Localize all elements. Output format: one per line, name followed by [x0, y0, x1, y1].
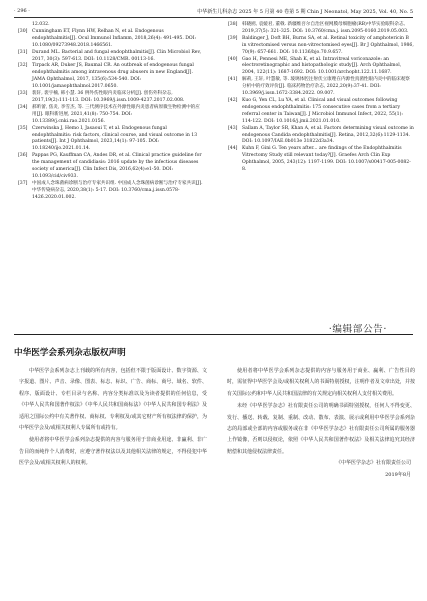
reference-text: 中国成人念珠菌病诊断与治疗专家共识组. 中国成人念珠菌病诊断与治疗专家共识[J]. 中华传染病杂志, 2020,38(1): 5-17. DOI: 10.3760/cma.j.issn.0578-1426.2020.01.002.: [32, 180, 203, 200]
signature-date: 2019年8月: [385, 471, 411, 478]
reference-text: 郝昕蕾, 焦炎, 李雪杰, 等. 三代测序技术在外源性眼内炎患者病原微生物检测中的应用[J]. 眼科新进展, 2021,41(8): 750-754. DOI: 10.13389/j.cnki.rao.2021.0156.: [32, 104, 200, 124]
reference-text: Kuo G, Yen CL, Lu YA, et al. Clinical and visual outcomes following endogenous endophthalmitis: 175 consecutive cases from a tertiary referral center in Taiwan[J]. J Microbiol Immunol Infect, 2022, 55(1): 114-122. DOI: 10.1016/j.jmii.2021.01.010.: [242, 97, 403, 124]
reference-entry: [18, 91, 204, 105]
reference-text: Czerwinska J, Hemo I, Jasaoui T, et al. Endogenous fungal endophthalmitis: risk factors, clinical course, and visual outcome in 13 patients[J]. Int J Ophthalmol, 2023,14(1): 97-105. DOI: 10.18240/ijo.2021.01.14.: [32, 125, 198, 152]
reference-entry: [228, 22, 414, 36]
reference-number: [42]: [228, 97, 238, 103]
page-number: · 296 ·: [14, 8, 30, 14]
reference-entry: [228, 36, 414, 57]
reference-text: 韩晓鸥, 袁媛君, 董戟. 新疆维吾尔自治区视网膜母细胞瘤(RB)中华实验眼科杂志, 2019,37(5): 321-325. DOI: 10.3760/cma.j. issn.2095-0160.2019.05.003.: [242, 22, 409, 34]
reference-text: 裴轩, 裴宇楠, 韩小慧. 36 例外伤性眼内炎临床分析[J]. 创伤外科杂志, 2017,19(2):111-113. DOI: 10.3969/j.issn.1009-4237.2017.02.008.: [32, 91, 185, 103]
signature-publisher: 《中华医学杂志》社有限责任公司: [335, 460, 411, 467]
reference-text: Sallam A, Taylor SR, Khan A, et al. Factors determining visual outcome in endogenous Candida endophthalmitis[J]. Retina, 2012,32(6):1129-1134. DOI: 10.1097/IAE.0b013e 31822d3a34.: [242, 125, 414, 145]
article-title: 中华医学会系列杂志版权声明: [14, 348, 126, 358]
reference-text: Pappas PG, Kauffman CA, Andes DR, et al. Clinical practice guideline for the management of candidiasis: 2016 update by the infectious diseases society of america[J]. Clin Infect Dis, 2016,62(4):e1-50. DOI: 10.1093/cid/civ933.: [32, 153, 202, 179]
reference-entry: [228, 98, 414, 126]
reference-entry: [18, 22, 204, 29]
reference-entry: [18, 50, 204, 64]
reference-entry: [228, 57, 414, 78]
reference-list-left: [18, 22, 204, 202]
body-paragraph: 使用者将中华医学会系列杂志提供的内容与服务用于商业、赢利、广告性目的时，需征得中华医学会及/或相关权利人的书面特别授权，注明作者及文章出处，并按有关国际公约和中华人民共和国法律的有关规定向相关权利人支付相关费用。: [227, 368, 415, 397]
reference-text: Cunningham ET, Flynn HW, Relhan N, et al. Endogenous endophthalmitis[J]. Ocul Immunol Inflamm, 2018,26(4): 491-495. DOI: 10.1080/09273948.2018.1466561.: [32, 28, 197, 48]
reference-number: [33]: [18, 91, 28, 97]
reference-number: [41]: [228, 77, 238, 83]
reference-number: [38]: [228, 22, 238, 27]
reference-number: [39]: [228, 35, 238, 41]
reference-entry: [18, 153, 204, 181]
reference-text: 12.032.: [32, 22, 50, 27]
reference-list-right: [228, 22, 414, 174]
reference-number: [36]: [18, 153, 28, 159]
reference-number: [31]: [18, 49, 28, 55]
reference-text: Gao H, Pennesi ME, Shah K, et al. Intravitreal voriconazole: an electroretinographic and histopathologic study[J]. Arch Ophthalmol, 2004, 122(11): 1687-1692. DOI: 10.1001/archopht.122.11.1687.: [242, 56, 402, 76]
reference-entry: [228, 146, 414, 174]
body-paragraph: 未经《中华医学杂志》社有限责任公司的明确书面特别授权，任何人不得变更、发行、播送、转载、复制、重制、改动、散布、表演、展示或利用中华医学会系列杂志的局部或全部的内容或服务或在非《中华医学杂志》社有限责任公司所属的服务器上作镜像，否则以侵权论，依照《中华人民共和国著作权法》及相关法律追究其经济赔偿和其他侵权法律责任。: [227, 403, 415, 455]
reference-number: [37]: [18, 180, 28, 186]
reference-text: Kuhn F, Gini G. Ten years after... are findings of the Endophthalmitis Vitrectomy Study still relevant today?[J]. Graefes Arch Clin Exp Ophthalmol, 2005, 243(12): 1197-1199. DOI: 10.1007/s00417-005-0082-8.: [242, 146, 411, 173]
reference-text: 解莉, 王轩, 叶慧敏, 等. 玻璃体腔注射伏立康唑在内源性真菌性眼内炎中的临床观察分析中的疗效评价[J]. 临床药物治疗杂志, 2022,20(9):37-41. DOI: 10.3969/j.issn.1672-3384.2022. 09.007.: [242, 77, 410, 97]
running-header: 中华新生儿科杂志 2025 年 5 月第 40 卷第 5 期 Chin J Neonatol, May 2025, Vol. 40, No. 5: [197, 9, 413, 15]
body-paragraph: 使用者将中华医学会系列杂志提供的内容与服务用于非商业用途、非赢利、非广告目的而纯作个人消费时，应遵守著作权法以及其他相关法律的规定，不得侵犯中华医学会及/或相关权利人的权利。: [19, 437, 207, 467]
reference-entry: [18, 181, 204, 202]
reference-number: [43]: [228, 125, 238, 131]
reference-entry: [18, 126, 204, 154]
reference-entry: [18, 63, 204, 91]
reference-entry: [18, 105, 204, 126]
reference-text: Tirpack AR, Duker JS, Baumal CR. An outbreak of endogenous fungal endophthalmitis among intravenous drug abusers in new England[J]. JAMA Ophthalmol, 2017, 135(6):534-540. DOI: 10.1001/jamaophthalmol.2017.0650.: [32, 63, 194, 90]
reference-entry: [228, 126, 414, 147]
reference-number: [40]: [228, 56, 238, 62]
reference-number: [32]: [18, 63, 28, 69]
reference-text: Baldinger J, Doft BH, Burns SA, et al. Retinal toxicity of amphotericin B in vitrectomised versus non-vitrectomised eyes[J]. Br J Ophthalmol, 1986, 70(9): 657-661. DOI: 10.1136/bjo.70.9.657.: [242, 35, 414, 55]
reference-text: Durand ML. Bacterial and fungal endophthalmitis[J]. Clin Microbiol Rev, 2017, 30(3): 597-613. DOI: 10.1128/CMR. 00113-16.: [32, 49, 202, 62]
reference-number: [34]: [18, 104, 28, 110]
editorial-notice-label: ·编辑部公告·: [328, 324, 387, 335]
header-rule: [14, 17, 413, 18]
reference-number: [44]: [228, 146, 238, 152]
reference-entry: [18, 29, 204, 50]
reference-entry: [228, 77, 414, 98]
body-column-left: [19, 366, 207, 470]
body-column-right: [227, 366, 415, 481]
section-rule: [14, 334, 413, 335]
page-header: [14, 7, 413, 17]
reference-number: [35]: [18, 125, 28, 131]
body-paragraph: 中华医学会系列杂志上刊载的所有内容，包括但不限于版面设计、数字资源、文字报道、图片、声音、录像、图表、标志、标识、广告、商标、商号、域名、软件、程序、版面设计、专栏目录与名称、内容分类标准以及为读者提供的任何信息，受《中华人民共和国著作权法》《中华人民共和国商标法》《中华人民共和国专利法》及适用之国际公约中有关著作权、商标权、专利权及/或其它财产所有权法律的保护，为中华医学会及/或相关权利人专属所有或持有。: [19, 368, 207, 432]
reference-number: [30]: [18, 28, 28, 34]
